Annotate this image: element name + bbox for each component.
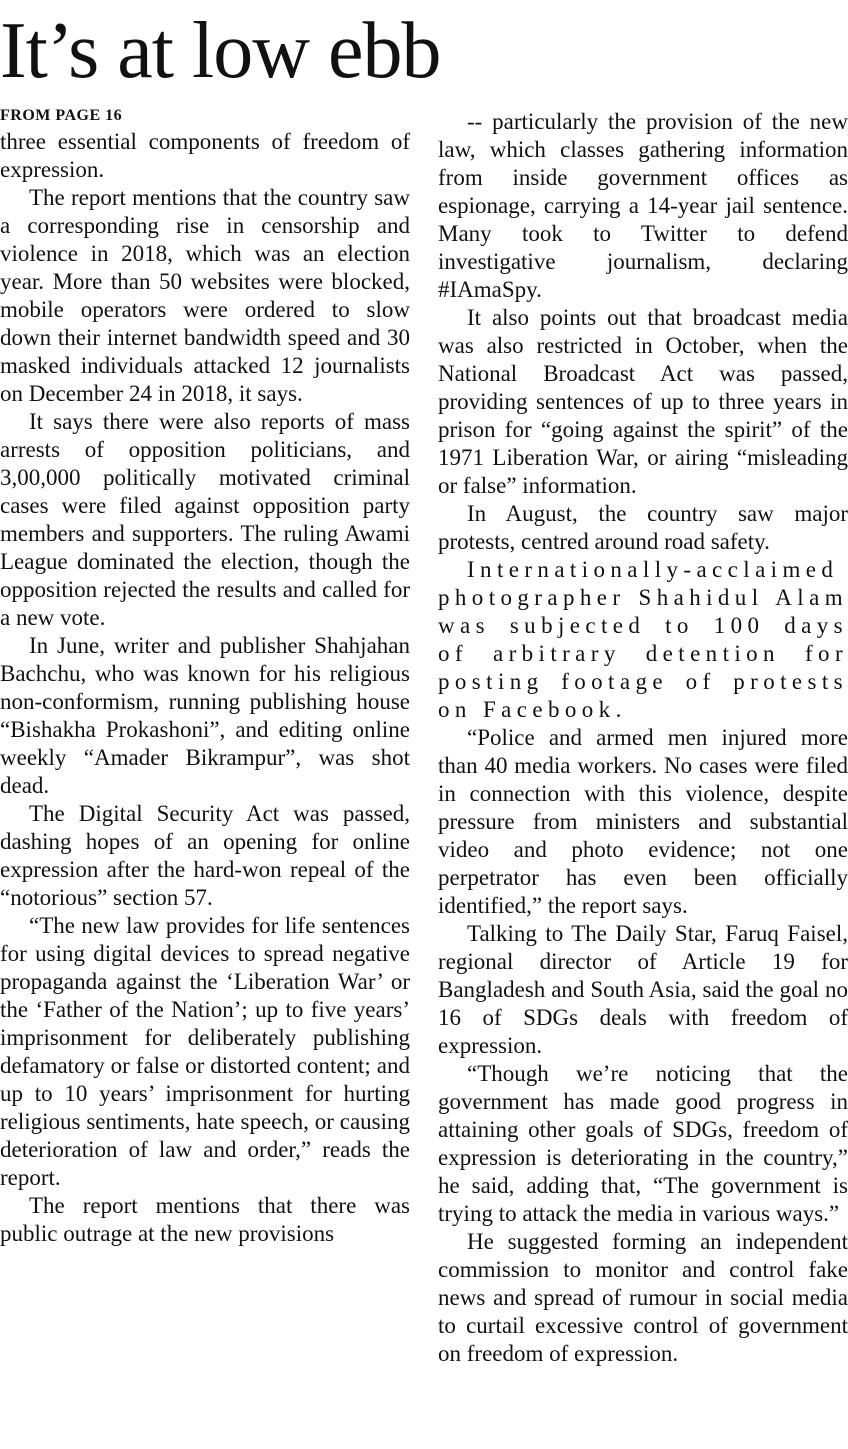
paragraph: The report mentions that there was public outrage at the new provisions — [0, 1193, 410, 1246]
paragraph: “Though we’re noticing that the government has made good progress in attaining other goals of SDGs, freedom of expression is deteriorating in the country,” he said, adding that, “The government is trying to attack the media in various ways.” — [438, 1061, 848, 1226]
paragraph: In August, the country saw major protests, centred around road safety. — [438, 501, 848, 554]
paragraph: It also points out that broadcast media was also restricted in October, when the National Broadcast Act was passed, providing sentences of up to three years in prison for “going against the spirit” of the 1971 Liberation War, or airing “misleading or false” information. — [438, 305, 848, 498]
paragraph: He suggested forming an independent commission to monitor and control fake news and spread of rumour in social media to curtail excessive control of government on freedom of expression. — [438, 1229, 848, 1366]
paragraph: It says there were also reports of mass arrests of opposition politicians, and 3,00,000 politically motivated criminal cases were filed against opposition party members and supporters. The ruling Awami League dominated the election, though the opposition rejected the results and called for a new vote. — [0, 409, 410, 630]
paragraph: Talking to The Daily Star, Faruq Faisel, regional director of Article 19 for Bangladesh and South Asia, said the goal no 16 of SDGs deals with freedom of expression. — [438, 921, 848, 1058]
paragraph: “The new law provides for life sentences for using digital devices to spread negative propaganda against the ‘Liberation War’ or the ‘Father of the Nation’; up to five years’ imprisonment for deliberately publishing defamatory or false or distorted content; and up to 10 years’ imprisonment for hurting religious sentiments, hate speech, or causing deterioration of law and order,” reads the report. — [0, 913, 410, 1190]
paragraph: The report mentions that the country saw a corresponding rise in censorship and violence in 2018, which was an election year. More than 50 websites were blocked, mobile operators were ordered to slow down their internet bandwidth speed and 30 masked individuals attacked 12 journalists on December 24 in 2018, it says. — [0, 185, 410, 406]
paragraph: three essential components of freedom of expression. — [0, 129, 410, 182]
headline: It’s at low ebb — [0, 7, 441, 95]
jump-line-from-page: FROM PAGE 16 — [0, 107, 123, 124]
paragraph: In June, writer and publisher Shahjahan Bachchu, who was known for his religious non-conformism, running publishing house “Bishakha Prokashoni”, and editing online weekly “Amader Bikrampur”, was shot dead. — [0, 633, 410, 798]
paragraph: Internationally-acclaimed photographer Shahidul Alam was subjected to 100 days of arbitrary detention for posting footage of protests on Facebook. — [438, 557, 848, 722]
paragraph: The Digital Security Act was passed, dashing hopes of an opening for online expression after the hard-won repeal of the “notorious” section 57. — [0, 801, 410, 910]
article-column-right — [438, 108, 848, 1368]
article-column-left — [0, 104, 410, 1248]
paragraph: “Police and armed men injured more than 40 media workers. No cases were filed in connection with this violence, despite pressure from ministers and substantial video and photo evidence; not one perpetrator has even been officially identified,” the report says. — [438, 725, 848, 918]
paragraph: -- particularly the provision of the new law, which classes gathering information from inside government offices as espionage, carrying a 14-year jail sentence. Many took to Twitter to defend investigative journalism, declaring #IAmaSpy. — [438, 109, 848, 302]
